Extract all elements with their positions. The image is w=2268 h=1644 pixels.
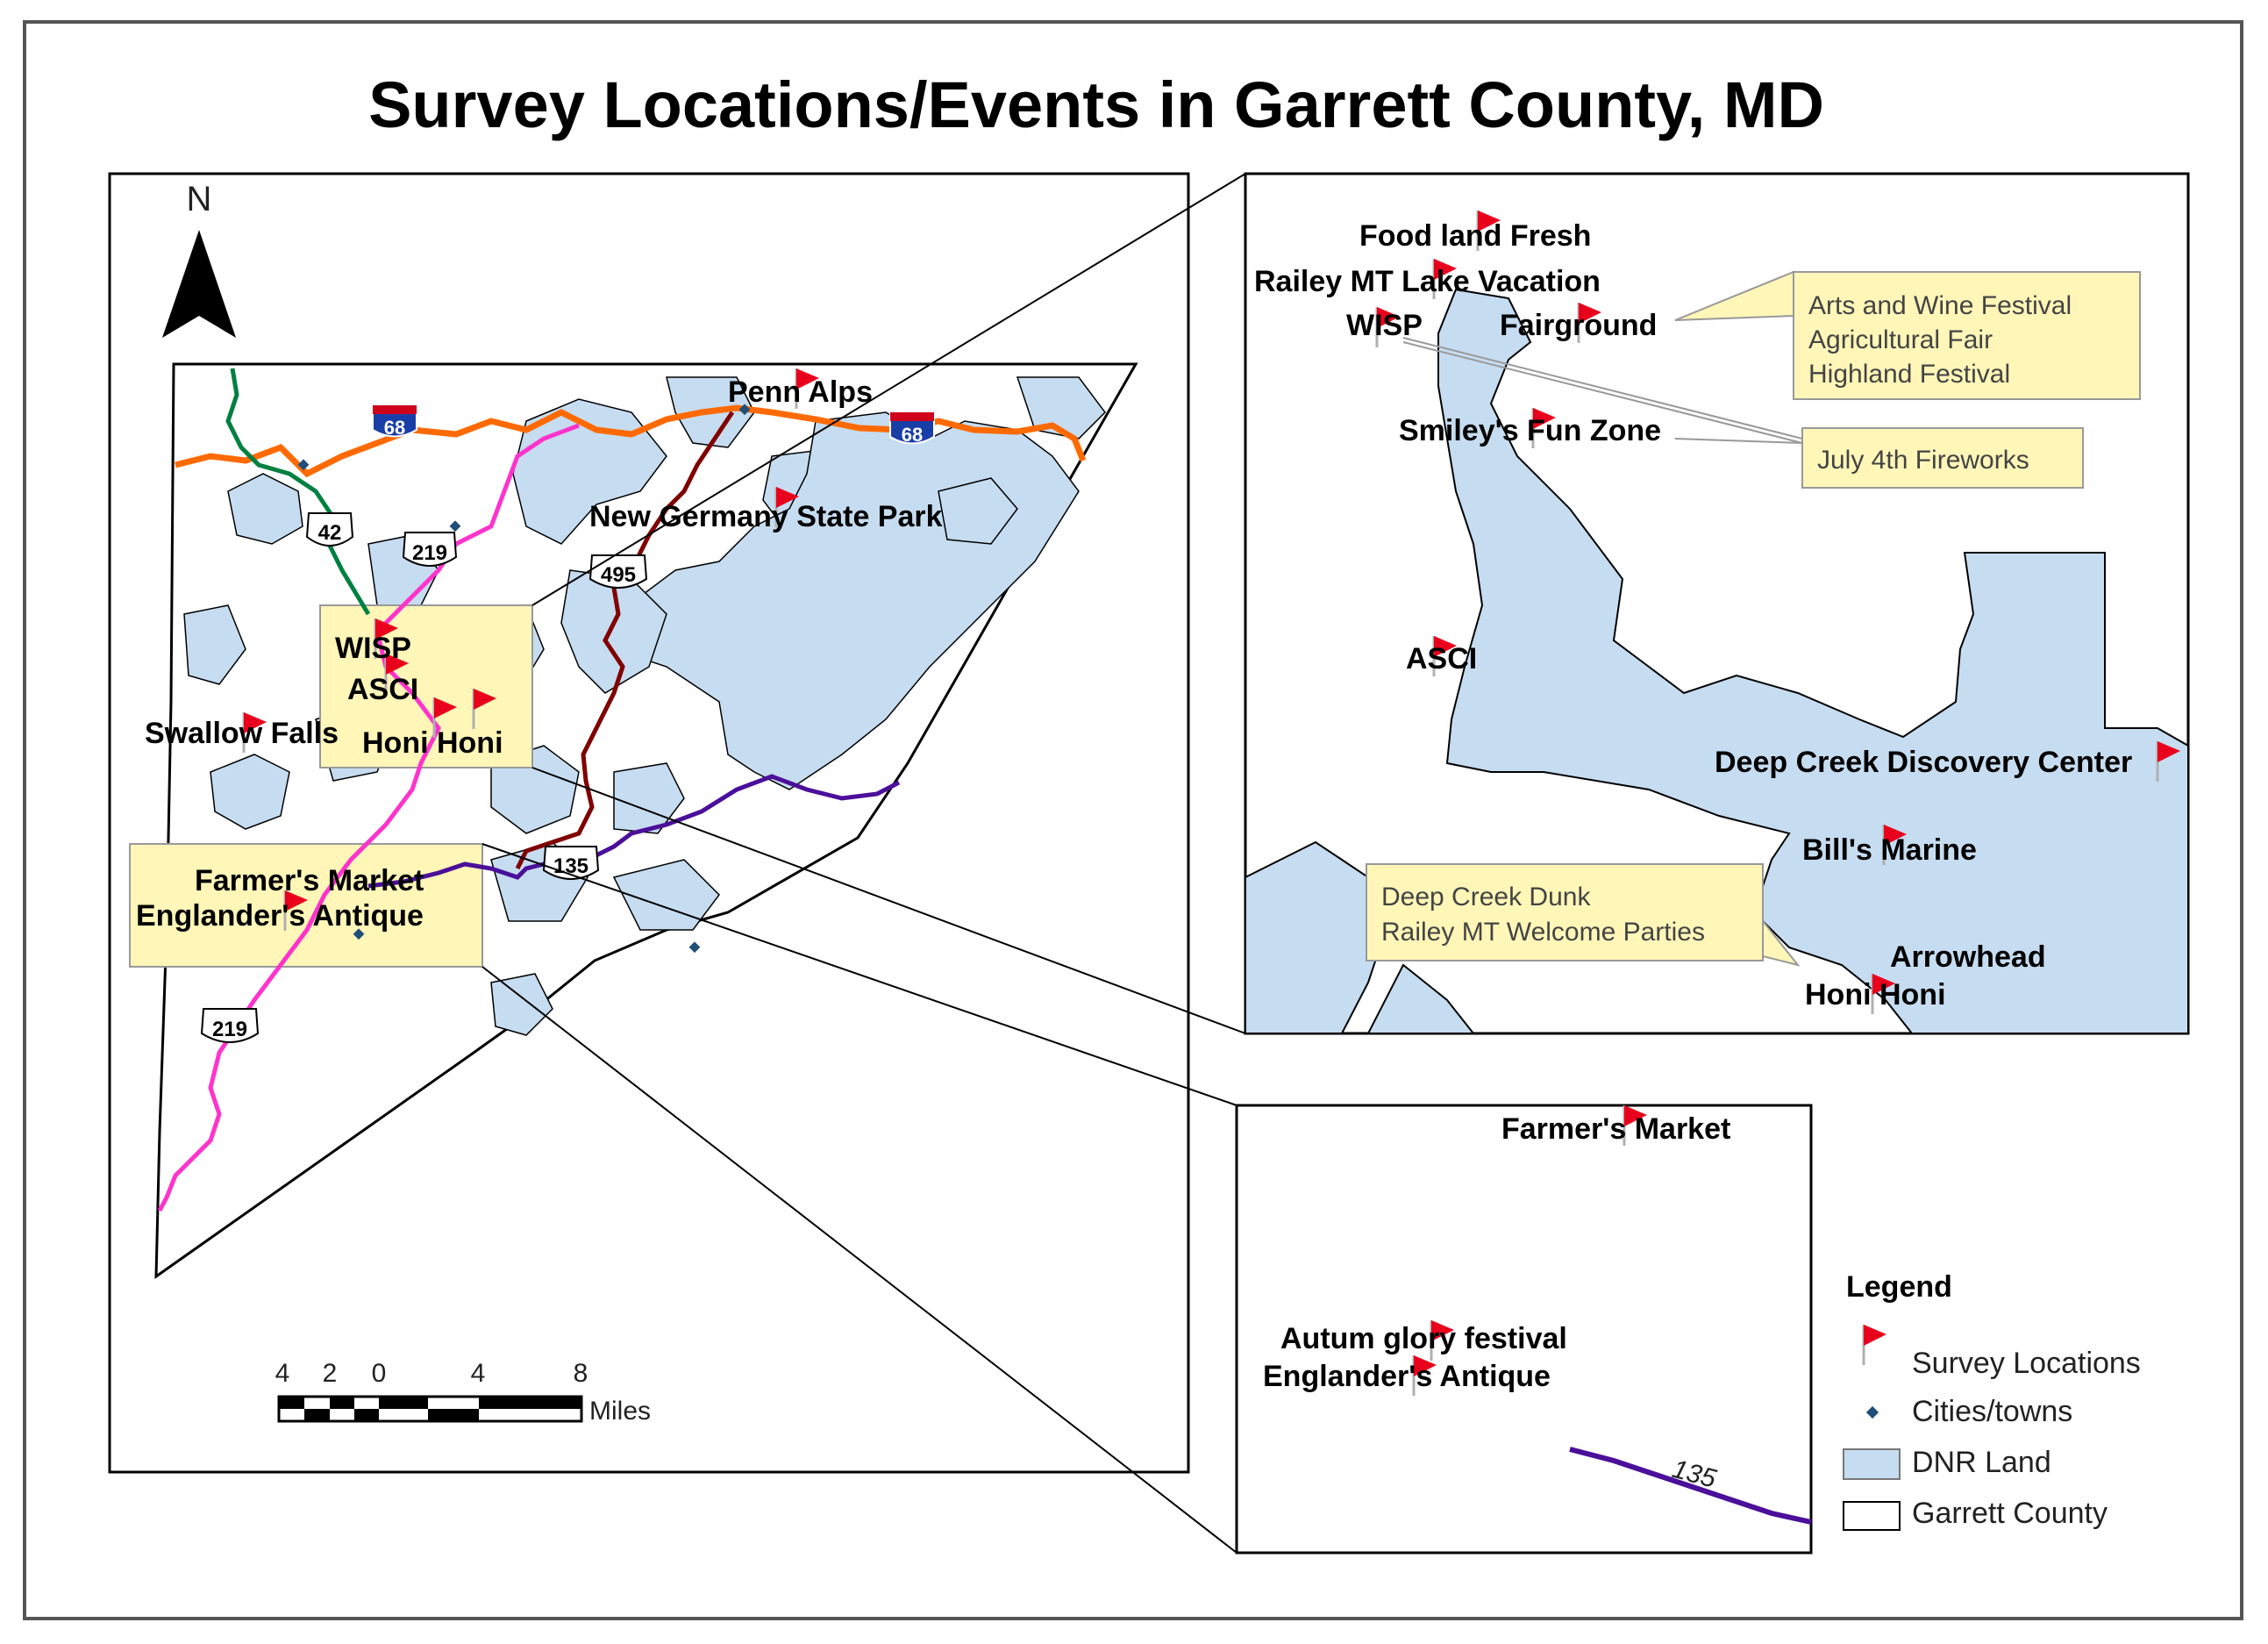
label-englanders-inset: Englander's Antique — [1263, 1360, 1551, 1393]
shield-i68-east-label: 68 — [901, 424, 924, 446]
scale-tick-label: 0 — [371, 1359, 387, 1388]
shield-route219-north-label: 219 — [411, 541, 448, 565]
callout-dunk-line: Deep Creek Dunk — [1381, 883, 1591, 911]
label-farmers-market-main: Farmer's Market — [195, 864, 424, 897]
dnr-swatch — [1844, 1449, 1900, 1479]
scale-tick-label: 4 — [470, 1359, 486, 1388]
shield-route219-south — [202, 1009, 258, 1042]
inset-town — [1237, 1105, 1811, 1553]
label-wisp-inset: WISP — [1346, 309, 1423, 342]
scale-tick-label: 4 — [275, 1359, 290, 1388]
legend-title: Legend — [1846, 1270, 1952, 1304]
callout-dunk-line: Railey MT Welcome Parties — [1381, 918, 1705, 947]
label-smileys: Smiley's Fun Zone — [1399, 414, 1662, 447]
label-honi-honi-inset: Honi Honi — [1805, 978, 1946, 1011]
shield-route495-label: 495 — [600, 563, 637, 587]
label-asci-inset: ASCI — [1406, 642, 1478, 675]
label-penn-alps: Penn Alps — [728, 375, 873, 409]
inset-road-label: 135 — [1669, 1454, 1720, 1494]
legend-label: Cities/towns — [1912, 1395, 2073, 1428]
callout-fair-line: Highland Festival — [1808, 360, 2011, 389]
scale-tick-label: 2 — [322, 1359, 338, 1388]
label-asci-main: ASCI — [347, 673, 419, 706]
label-bills-marine: Bill's Marine — [1802, 833, 1977, 867]
shield-route219-south-label: 219 — [211, 1018, 248, 1041]
legend-item-county — [1844, 1497, 2108, 1530]
county-swatch — [1844, 1502, 1900, 1530]
shield-route135-label: 135 — [553, 854, 589, 878]
callout-fair-line: Arts and Wine Festival — [1808, 291, 2072, 320]
callout-fireworks-line: July 4th Fireworks — [1817, 446, 2029, 475]
shield-i68-east — [890, 412, 934, 446]
shield-route495 — [590, 555, 646, 588]
shield-i68-west-label: 68 — [383, 417, 406, 439]
label-fairground: Fairground — [1500, 309, 1658, 342]
label-discovery: Deep Creek Discovery Center — [1715, 746, 2133, 779]
legend-label: Survey Locations — [1912, 1347, 2141, 1380]
map-title: Survey Locations/Events in Garrett County, MD — [368, 68, 1824, 141]
shield-i68-west — [373, 405, 417, 439]
label-swallow-falls: Swallow Falls — [145, 717, 339, 750]
label-arrowhead: Arrowhead — [1890, 940, 2046, 974]
label-englanders-main: Englander's Antique — [136, 899, 424, 933]
label-honi-honi-main: Honi Honi — [362, 726, 503, 760]
legend-label: DNR Land — [1912, 1446, 2051, 1479]
label-autum-glory: Autum glory festival — [1280, 1322, 1567, 1355]
shield-route42-label: 42 — [317, 521, 342, 545]
shield-route219-north — [403, 533, 456, 566]
scale-tick-label: 8 — [573, 1359, 588, 1388]
callout-fair-line: Agricultural Fair — [1808, 325, 1993, 354]
legend-label: Garrett County — [1912, 1497, 2108, 1530]
label-farmers-market-inset: Farmer's Market — [1501, 1112, 1731, 1146]
scale-unit: Miles — [589, 1397, 652, 1426]
callout-dunk-events — [1366, 864, 1798, 965]
label-railey-vacation: Railey MT Lake Vacation — [1254, 265, 1601, 298]
legend-item-dnr — [1844, 1446, 2051, 1479]
inset-lake — [1245, 174, 2188, 1033]
label-wisp-main: WISP — [335, 632, 411, 665]
north-letter: N — [186, 180, 212, 218]
main-map — [110, 174, 1188, 1472]
label-food-land: Food land Fresh — [1359, 219, 1592, 253]
shield-route42 — [307, 513, 353, 546]
label-new-germany: New Germany State Park — [589, 500, 943, 533]
